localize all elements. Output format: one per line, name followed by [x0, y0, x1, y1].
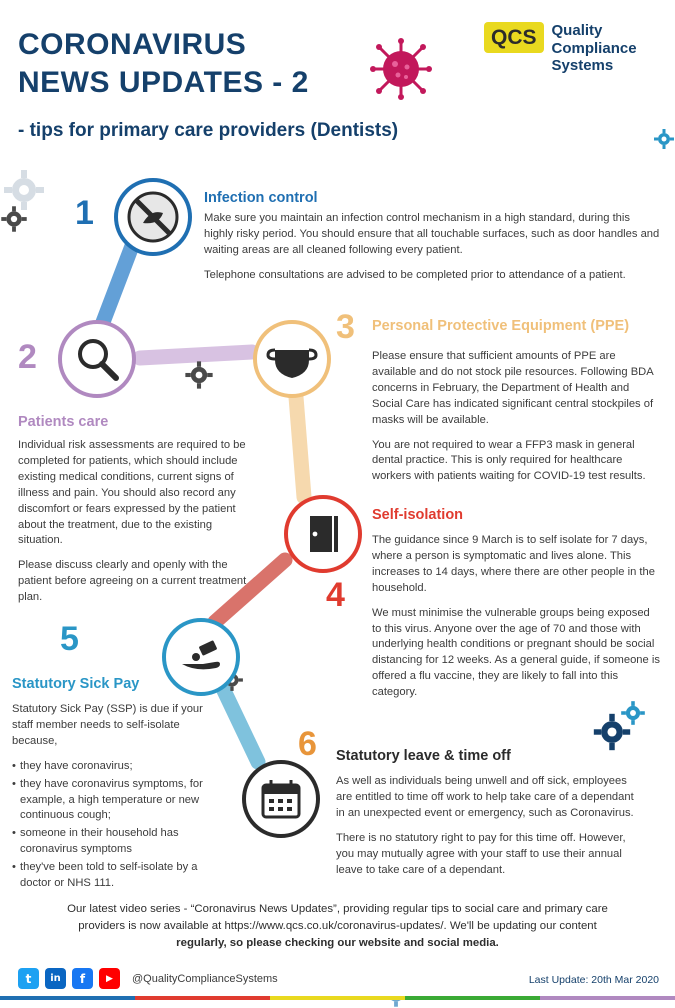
section-5-bullets — [12, 759, 212, 892]
bottom-color-stripe — [0, 996, 675, 1000]
social-handle: @QualityComplianceSystems — [132, 972, 278, 985]
section-4-para-1: The guidance since 9 March is to self isolate for 7 days, where a person is symptomatic and lives alone. This increases to 14 days, where there are other people in the household. — [372, 534, 655, 594]
section-body-3 — [372, 349, 662, 485]
section-body-2 — [18, 438, 250, 606]
section-icon-5 — [162, 618, 240, 696]
footer-note — [0, 893, 675, 955]
youtube-icon[interactable]: ▶ — [99, 968, 120, 989]
coronavirus-icon — [370, 38, 432, 100]
logo-badge: QCS — [484, 22, 544, 53]
section-number-6: 6 — [298, 725, 317, 763]
title-line-1: CORONAVIRUS — [18, 28, 247, 61]
footer-note-line-3: regularly, so please checking our website and social media. — [176, 937, 499, 950]
section-number-4: 4 — [326, 576, 345, 614]
qcs-logo — [484, 22, 637, 75]
logo-line-3: Systems — [551, 57, 614, 75]
hand-holding-money-icon — [174, 630, 228, 684]
facebook-icon[interactable]: f — [72, 968, 93, 989]
section-icon-3 — [253, 320, 331, 398]
social-links — [18, 968, 278, 989]
calendar-icon — [257, 775, 305, 823]
section-1-para-1: Make sure you maintain an infection control mechanism in a high standard, during this highly risky period. You should ensure that all touchable surfaces, such as door handles and waiting areas are all cleaned following every patient. — [204, 212, 660, 256]
section-6-para-1: As well as individuals being unwell and off sick, employees are entitled to time off work to help take care of a dependant in an unexpected event or emergency, such as Coronavirus. — [336, 775, 634, 819]
section-2-para-2: Please discuss clearly and openly with the patient before agreeing on a current treatment plan. — [18, 559, 247, 604]
list-item: • they have coronavirus symptoms, for example, a high temperature or new continuous cough; — [12, 777, 212, 825]
section-number-3: 3 — [336, 308, 355, 346]
face-mask-icon — [265, 332, 319, 386]
section-6-para-2: There is no statutory right to pay for this time off. However, you may mutually agree with your staff to use their annual leave to take care of a dependant. — [336, 831, 626, 876]
section-icon-2 — [58, 320, 136, 398]
section-number-2: 2 — [18, 338, 37, 376]
logo-line-2: Compliance — [551, 39, 637, 57]
last-update-label: Last Update: 20th Mar 2020 — [528, 974, 659, 986]
section-number-5: 5 — [60, 620, 79, 658]
section-body-1 — [204, 211, 662, 284]
section-body-5 — [12, 702, 212, 894]
list-item: • someone in their household has coronavirus symptoms — [12, 826, 212, 858]
section-icon-4 — [284, 495, 362, 573]
gear-icon — [620, 700, 646, 726]
list-item: • they've been told to self-isolate by a doctor or NHS 111. — [12, 860, 212, 892]
magnifying-glass-icon — [72, 334, 122, 384]
section-heading-5: Statutory Sick Pay — [12, 676, 140, 692]
section-2-para-1: Individual risk assessments are required to be completed for patients, which should include existing medical conditions, current signs of illness and pain. You should also record any discomfort or fears expressed by the patient about the treatment, due to the existing situation. — [18, 439, 246, 547]
section-heading-1: Infection control — [204, 190, 318, 206]
logo-line-1: Quality — [551, 22, 603, 39]
no-entry-prohibition-icon — [125, 189, 181, 245]
title-line-2: NEWS UPDATES - 2 — [18, 66, 309, 100]
page-subtitle: - tips for primary care providers (Dentists) — [18, 120, 399, 141]
gear-icon — [0, 205, 28, 233]
section-heading-4: Self-isolation — [372, 507, 464, 523]
section-5-intro: Statutory Sick Pay (SSP) is due if your staff member needs to self-isolate because, — [12, 703, 203, 747]
section-icon-6 — [242, 760, 320, 838]
logo-text — [552, 22, 637, 75]
section-1-para-2: Telephone consultations are advised to be completed prior to attendance of a patient. — [204, 268, 626, 281]
gear-icon — [184, 360, 214, 390]
list-item: • they have coronavirus; — [12, 759, 212, 775]
section-heading-2: Patients care — [18, 414, 109, 430]
section-body-6 — [336, 774, 636, 878]
page-title — [18, 26, 309, 103]
linkedin-icon[interactable]: in — [45, 968, 66, 989]
door-exit-icon — [298, 509, 348, 559]
gear-icon — [653, 128, 675, 150]
section-heading-3: Personal Protective Equipment (PPE) — [372, 318, 630, 334]
section-icon-1 — [114, 178, 192, 256]
section-body-4 — [372, 533, 662, 701]
footer-note-line-2: providers is now available at https://www.qcs.co.uk/coronavirus-updates/. We'll be updating our content — [78, 920, 597, 933]
section-number-1: 1 — [75, 194, 94, 232]
footer-note-line-1: Our latest video series - “Coronavirus News Updates”, providing regular tips to social care and primary care — [67, 903, 608, 915]
section-4-para-2: We must minimise the vulnerable groups being exposed to this virus. Anyone over the age of 70 and those with underlying health conditions or pregnant should be social distancing for 12 weeks. As a general guide, if someone is offered a flu vaccine, they are likely to fall into this category. — [372, 606, 660, 699]
section-heading-6: Statutory leave & time off — [336, 748, 511, 764]
section-3-para-1: Please ensure that sufficient amounts of PPE are available and do not stock pile resources. Following BDA concerns in February, the Department of Health and Social Care has indicated significant central stockpiles of masks will be available. — [372, 350, 654, 426]
twitter-icon[interactable]: t — [18, 968, 39, 989]
section-3-para-2: You are not required to wear a FFP3 mask in general dental practice. This is only required for healthcare workers with patients waiting for COVID-19 test results. — [372, 438, 646, 483]
